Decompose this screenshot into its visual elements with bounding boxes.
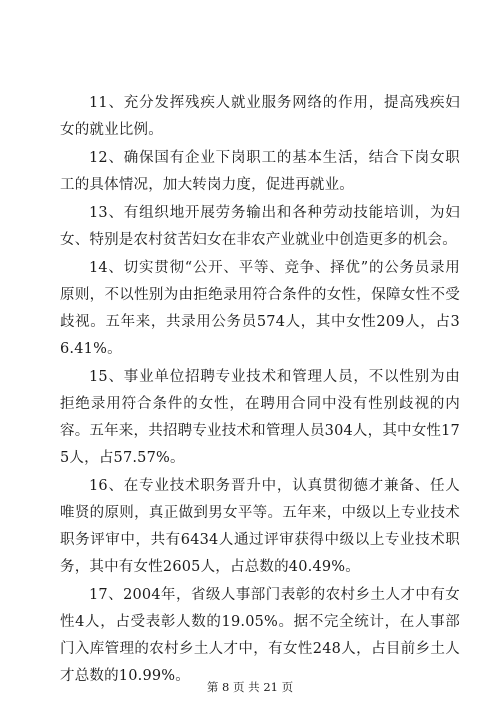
page-footer: 第 8 页 共 21 页 xyxy=(206,680,294,694)
paragraph-16: 16、在专业技术职务晋升中，认真贯彻德才兼备、任人唯贤的原则，真正做到男女平等。五年来，中级以上专业技术职务评审中，共有6434人通过评审获得中级以上专业技术职务，其中有女性2605人，占总数的40.49%。 xyxy=(60,478,460,575)
paragraph-12: 12、确保国有企业下岗职工的基本生活，结合下岗女职工的具体情况，加大转岗力度，促进再就业。 xyxy=(60,150,460,193)
paragraph-13: 13、有组织地开展劳务输出和各种劳动技能培训，为妇女、特别是农村贫苦妇女在非农产业就业中创造更多的机会。 xyxy=(60,205,460,248)
document-body xyxy=(60,90,460,691)
paragraph-15: 15、事业单位招聘专业技术和管理人员，不以性别为由拒绝录用符合条件的女性，在聘用合同中没有性别歧视的内容。五年来，共招聘专业技术和管理人员304人，其中女性175人，占57.57%。 xyxy=(60,369,460,466)
paragraph-11: 11、充分发挥残疾人就业服务网络的作用，提高残疾妇女的就业比例。 xyxy=(60,95,460,138)
paragraph-14: 14、切实贯彻“公开、平等、竞争、择优”的公务员录用原则，不以性别为由拒绝录用符合条件的女性，保障女性不受歧视。五年来，共录用公务员574人，其中女性209人，占36.41%。 xyxy=(60,260,460,357)
paragraph-17: 17、2004年，省级人事部门表彰的农村乡土人才中有女性4人，占受表彰人数的19.05%。据不完全统计，在人事部门入库管理的农村乡土人才中，有女性248人，占目前乡土人才总数的10.99%。 xyxy=(60,587,460,684)
